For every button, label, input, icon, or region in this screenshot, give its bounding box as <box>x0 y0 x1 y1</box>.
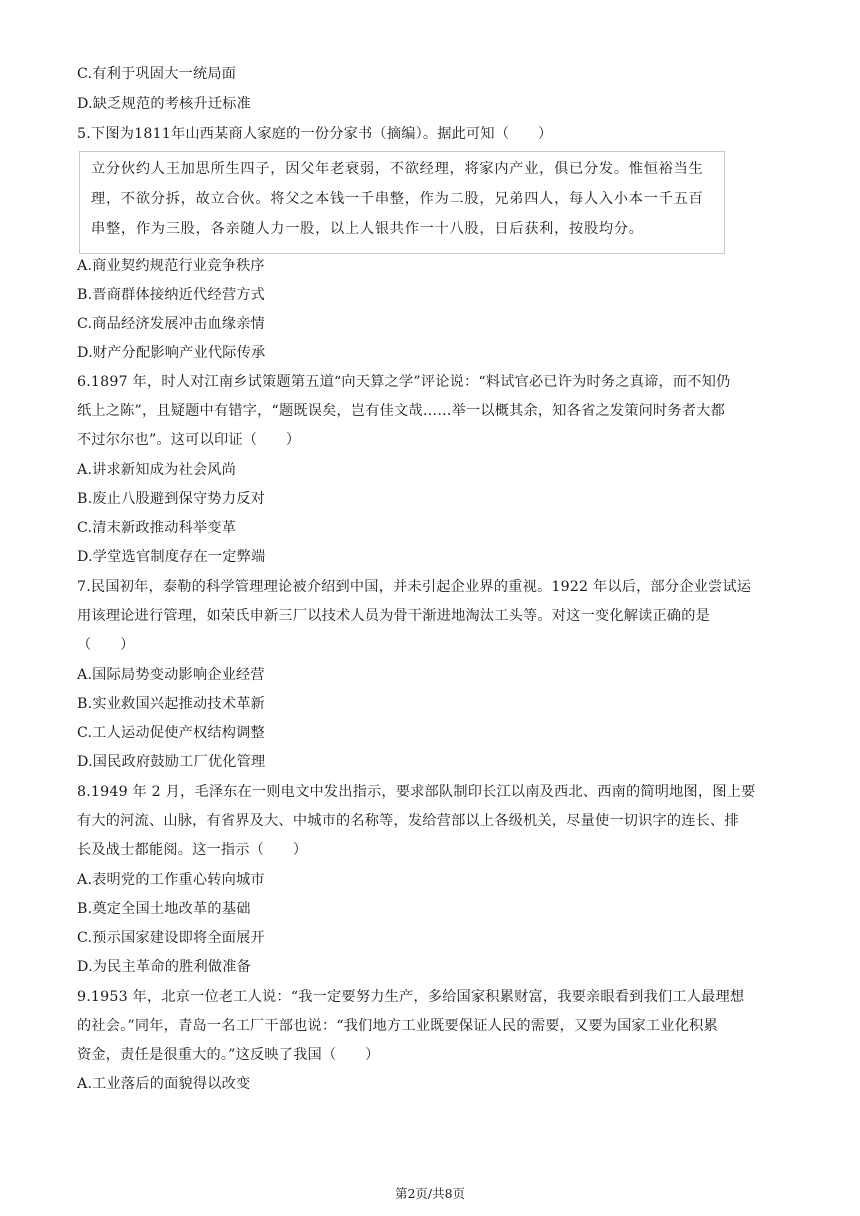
q7-stem-line: 7.民国初年，泰勒的科学管理理论被介绍到中国，并未引起企业界的重视。1922 年以后，部分企业尝试运 <box>77 579 752 595</box>
q5-quote-line: 理，不欲分拆，故立合伙。将父之本钱一千串整，作为二股，兄弟四人，每人入小本一千五百 <box>91 191 704 207</box>
q6-option-a: A.讲求新知成为社会风尚 <box>77 462 237 478</box>
q6-option-c: C.清末新政推动科举变革 <box>77 520 237 536</box>
page-footer: 第2页/共8页 <box>394 1186 466 1201</box>
q6-option-d: D.学堂选官制度存在一定弊端 <box>77 549 266 565</box>
q5-quote-box <box>79 151 725 254</box>
q6-option-b: B.废止八股避到保守势力反对 <box>77 491 265 507</box>
q8-option-c: C.预示国家建设即将全面展开 <box>77 930 265 946</box>
q5-option-c: C.商品经济发展冲击血缘亲情 <box>77 316 265 332</box>
q4-option-d: D.缺乏规范的考核升迁标准 <box>77 96 252 112</box>
q5-stem: 5.下图为1811年山西某商人家庭的一份分家书（摘编）。据此可知（ ） <box>77 126 553 142</box>
q7-stem-line: （ ） <box>77 637 135 653</box>
q8-stem-line: 有大的河流、山脉，有省界及大、中城市的名称等，发给营部以上各级机关，尽量使一切识字的连长、排 <box>77 813 739 829</box>
q4-option-c: C.有利于巩固大一统局面 <box>77 66 237 82</box>
q5-option-a: A.商业契约规范行业竞争秩序 <box>77 258 265 274</box>
q5-quote-line: 立分伙约人王加思所生四子，因父年老衰弱，不欲经理，将家内产业，俱已分发。惟恒裕当生 <box>91 161 704 177</box>
q7-stem-line: 用该理论进行管理，如荣氏申新三厂以技术人员为骨干渐进地淘汰工头等。对这一变化解读正确的是 <box>77 608 711 624</box>
q9-stem-line: 的社会。”同年，青岛一名工厂干部也说：“我们地方工业既要保证人民的需要，又要为国家工业化积累 <box>77 1018 718 1034</box>
q7-option-c: C.工人运动促使产权结构调整 <box>77 725 265 741</box>
q5-option-b: B.晋商群体接纳近代经营方式 <box>77 287 265 303</box>
q9-option-a: A.工业落后的面貌得以改变 <box>77 1076 251 1092</box>
q5-quote-line: 串整，作为三股，各亲随人力一股，以上人银共作一十八股，日后获利，按股均分。 <box>91 221 644 237</box>
q7-option-b: B.实业救国兴起推动技术革新 <box>77 696 265 712</box>
q8-stem-line: 长及战士都能阅。这一指示（ ） <box>77 842 308 858</box>
q8-option-d: D.为民主革命的胜利做准备 <box>77 959 252 975</box>
q9-stem-line: 9.1953 年，北京一位老工人说：“我一定要努力生产，多给国家积累财富，我要亲眼看到我们工人最理想 <box>77 989 745 1005</box>
q8-option-a: A.表明党的工作重心转向城市 <box>77 872 265 888</box>
q8-stem-line: 8.1949 年 2 月，毛泽东在一则电文中发出指示，要求部队制印长江以南及西北、西南的简明地图，图上要 <box>77 784 756 800</box>
q6-stem-line: 纸上之陈”，且疑题中有错字，“题既误矣，岂有佳文哉……举一以概其余，知各省之发策问时务者大都 <box>77 403 725 419</box>
q6-stem-line: 6.1897 年，时人对江南乡试策题第五道“向天算之学”评论说：“料试官必已许为时务之真谛，而不知仍 <box>77 374 731 390</box>
q7-option-d: D.国民政府鼓励工厂优化管理 <box>77 754 266 770</box>
q5-option-d: D.财产分配影响产业代际传承 <box>77 345 266 361</box>
q8-option-b: B.奠定全国土地改革的基础 <box>77 901 251 917</box>
q6-stem-line: 不过尔尔也”。这可以印证（ ） <box>77 432 301 448</box>
q7-option-a: A.国际局势变动影响企业经营 <box>77 667 265 683</box>
q9-stem-line: 资金，责任是很重大的。”这反映了我国（ ） <box>77 1047 380 1063</box>
